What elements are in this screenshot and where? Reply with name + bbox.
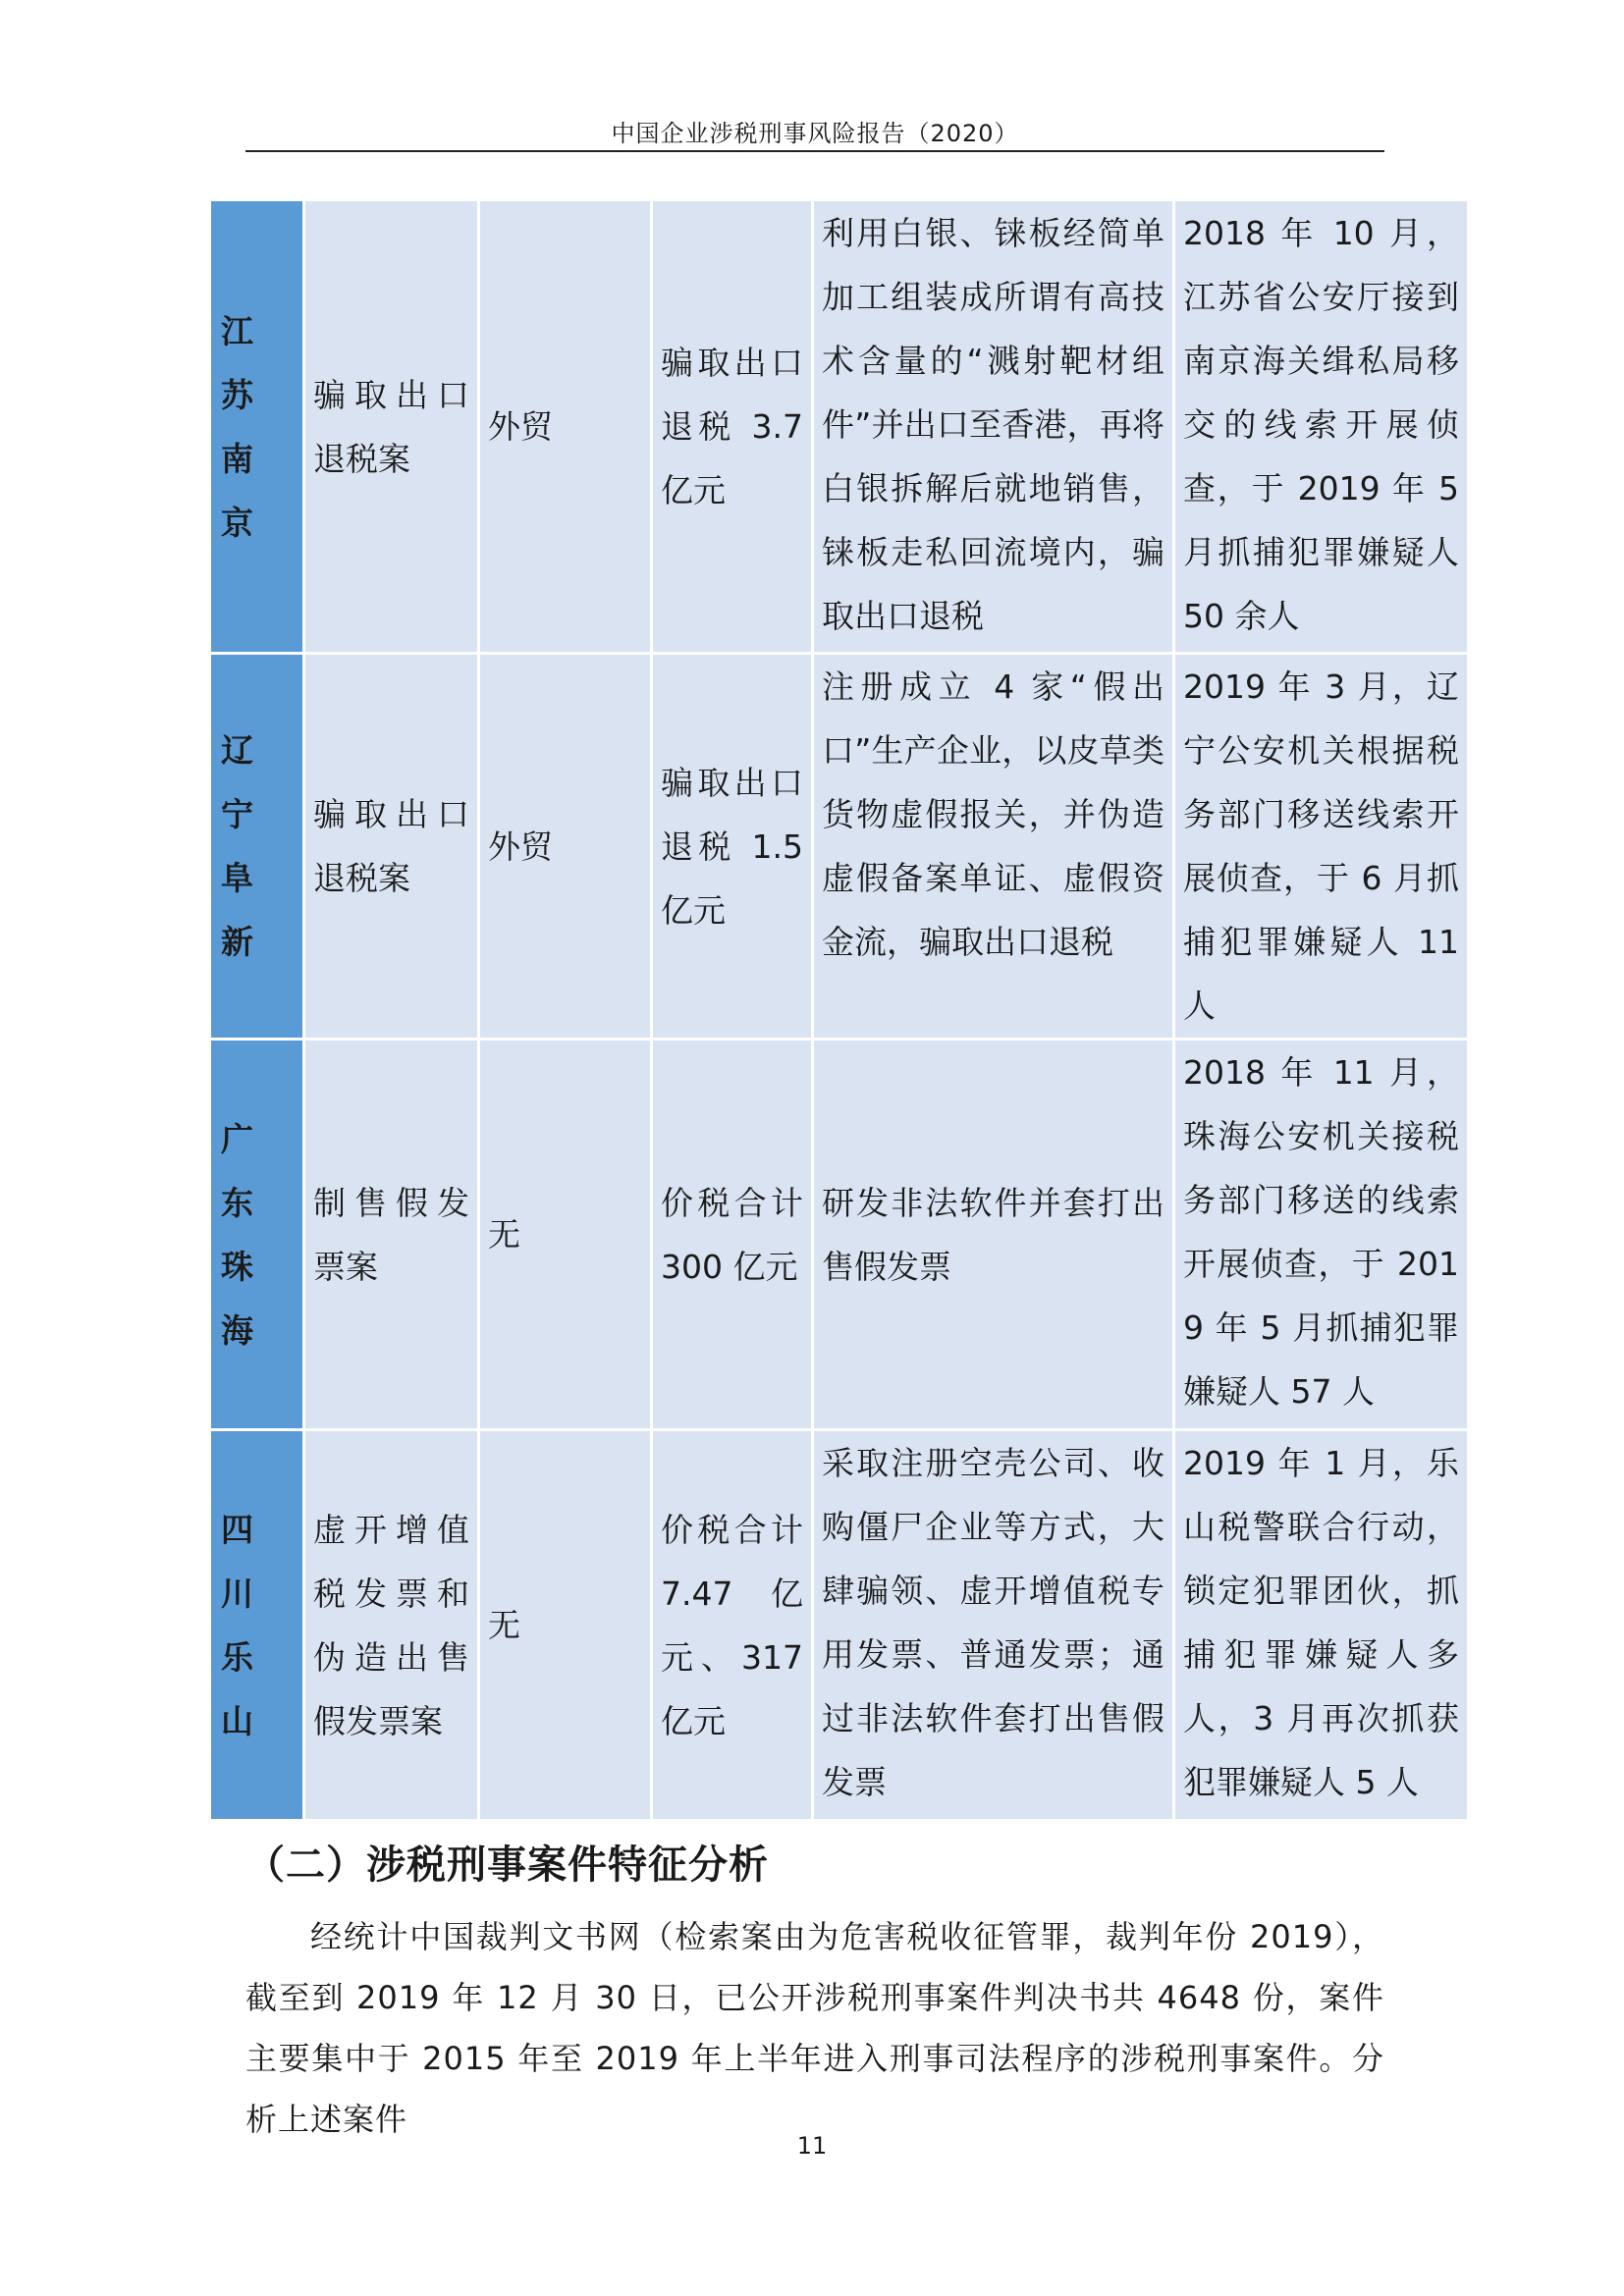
case-name-cell: 制售假发票案 [304,1040,479,1430]
method-cell: 研发非法软件并套打出售假发票 [813,1040,1174,1430]
table-row [210,654,1469,1040]
process-cell: 2019 年 1 月，乐山税警联合行动，锁定犯罪团伙，抓捕犯罪嫌疑人多人，3 月再次抓获犯罪嫌疑人 5 人 [1174,1430,1469,1821]
case-name-cell: 骗取出口退税案 [304,200,479,654]
section-heading: （二）涉税刑事案件特征分析 [245,1842,769,1888]
process-cell: 2018 年 11 月，珠海公安机关接税务部门移送的线索开展侦查，于 2019 年 5 月抓捕犯罪嫌疑人 57 人 [1174,1040,1469,1430]
method-cell: 采取注册空壳公司、收购僵尸企业等方式，大肆骗领、虚开增值税专用发票、普通发票；通过非法软件套打出售假发票 [813,1430,1174,1821]
case-name-cell: 骗取出口退税案 [304,654,479,1040]
page-number: 11 [796,2132,828,2160]
industry-cell: 无 [479,1430,652,1821]
header-rule [245,150,1384,152]
table-row [210,1040,1469,1430]
amount-cell: 骗取出口退税 1.5 亿元 [652,654,813,1040]
process-cell: 2019 年 3 月，辽宁公安机关根据税务部门移送线索开展侦查，于 6 月抓捕犯罪嫌疑人 11 人 [1174,654,1469,1040]
table-row [210,1430,1469,1821]
region-cell: 江苏南京 [210,200,304,654]
amount-cell: 价税合计 7.47 亿元、317 亿元 [652,1430,813,1821]
method-cell: 利用白银、铼板经简单加工组装成所谓有高技术含量的“溅射靶材组件”并出口至香港，再将白银拆解后就地销售，铼板走私回流境内，骗取出口退税 [813,200,1174,654]
region-cell: 辽宁阜新 [210,654,304,1040]
industry-cell: 外贸 [479,654,652,1040]
industry-cell: 无 [479,1040,652,1430]
table-row [210,200,1469,654]
amount-cell: 价税合计 300 亿元 [652,1040,813,1430]
running-header: 中国企业涉税刑事风险报告（2020） [611,120,1019,147]
method-cell: 注册成立 4 家“假出口”生产企业，以皮草类货物虚假报关，并伪造虚假备案单证、虚假资金流，骗取出口退税 [813,654,1174,1040]
region-cell: 四川乐山 [210,1430,304,1821]
region-cell: 广东珠海 [210,1040,304,1430]
case-name-cell: 虚开增值税发票和伪造出售假发票案 [304,1430,479,1821]
process-cell: 2018 年 10 月，江苏省公安厅接到南京海关缉私局移交的线索开展侦查，于 2019 年 5 月抓捕犯罪嫌疑人 50 余人 [1174,200,1469,654]
body-paragraph: 经统计中国裁判文书网（检索案由为危害税收征管罪，裁判年份 2019），截至到 2019 年 12 月 30 日，已公开涉税刑事案件判决书共 4648 份，案件主要集中于 2015 年至 2019 年上半年进入刑事司法程序的涉税刑事案件。分析上述案件 [245,1918,1384,2138]
case-table [208,198,1470,1822]
amount-cell: 骗取出口退税 3.7 亿元 [652,200,813,654]
industry-cell: 外贸 [479,200,652,654]
